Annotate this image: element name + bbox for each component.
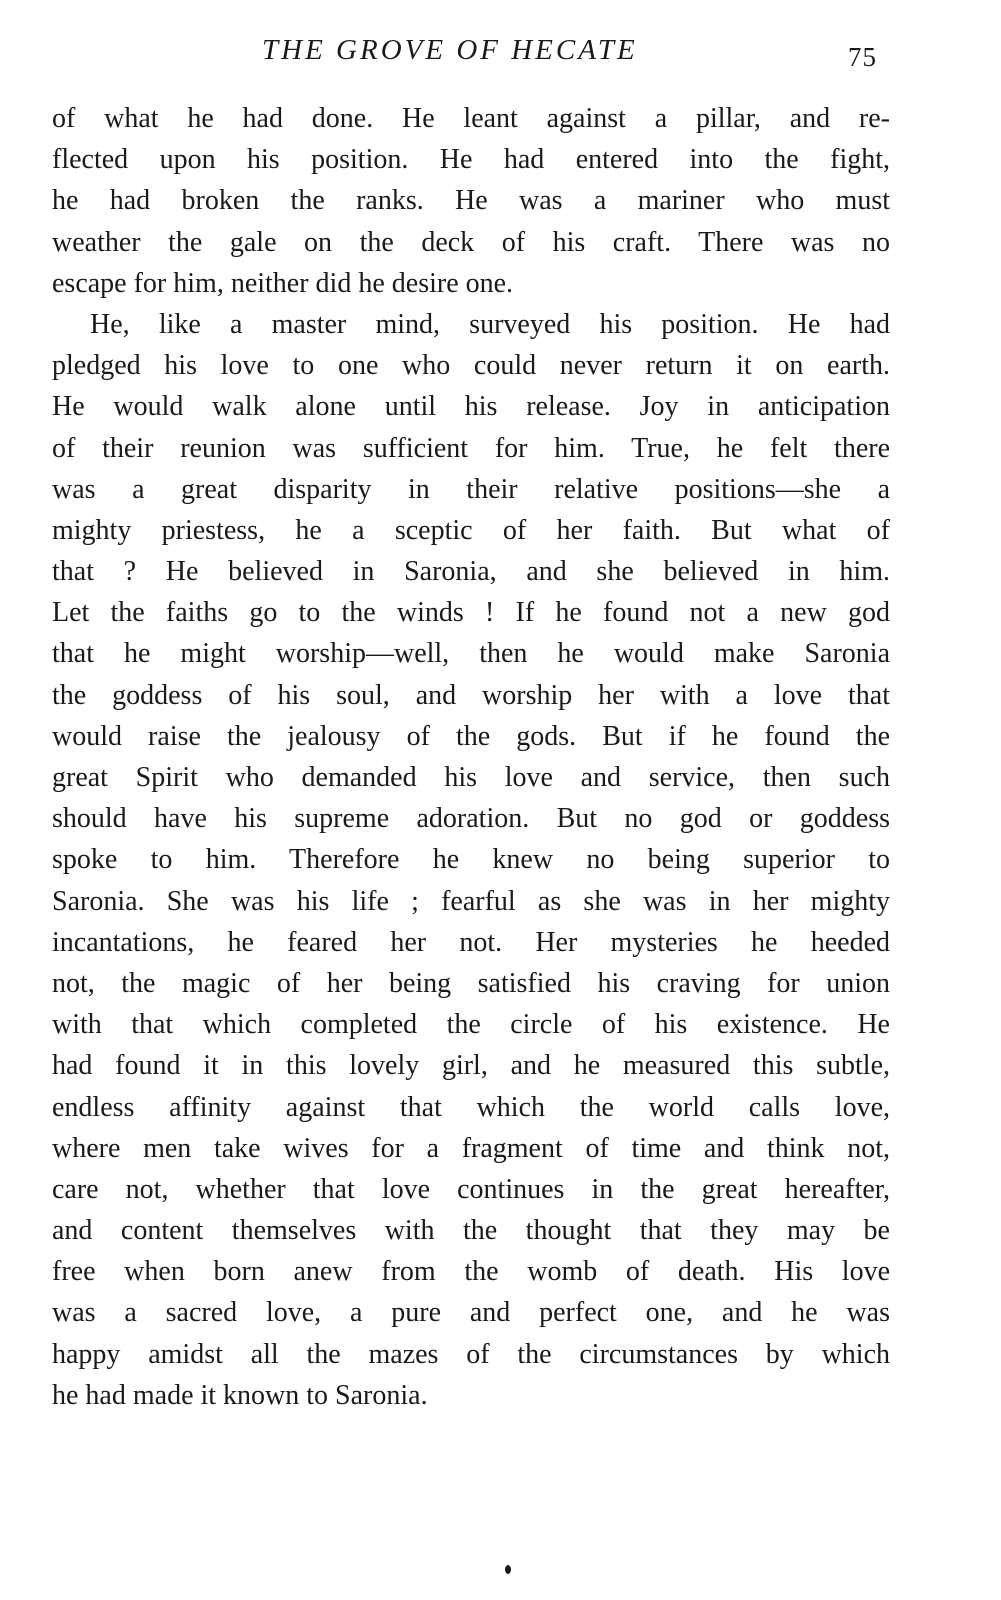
text-line: of their reunion was sufficient for him. True, he felt there [52, 432, 890, 464]
text-line: with that which completed the circle of his existence. He [52, 1009, 890, 1041]
text-line: Let the faiths go to the winds ! If he found not a new god [52, 597, 890, 629]
text-line: would raise the jealousy of the gods. But if he found the [52, 720, 890, 752]
text-line: spoke to him. Therefore he knew no being superior to [52, 844, 890, 876]
text-line: free when born anew from the womb of death. His love [52, 1256, 890, 1288]
running-head: THE GROVE OF HECATE [262, 34, 638, 66]
text-line: weather the gale on the deck of his craft. There was no [52, 226, 890, 258]
text-line: endless affinity against that which the world calls love, [52, 1091, 890, 1123]
text-line: mighty priestess, he a sceptic of her faith. But what of [52, 514, 890, 546]
text-line: that he might worship—well, then he would make Saronia [52, 638, 890, 670]
paragraph-end-line: he had made it known to Saronia. [52, 1379, 428, 1411]
text-line: had found it in this lovely girl, and he measured this subtle, [52, 1050, 890, 1082]
text-line: He would walk alone until his release. Joy in anticipation [52, 391, 890, 423]
text-line: that ? He believed in Saronia, and she believed in him. [52, 556, 890, 588]
text-line: not, the magic of her being satisfied his craving for union [52, 967, 890, 999]
text-line: happy amidst all the mazes of the circumstances by which [52, 1338, 890, 1370]
text-line: great Spirit who demanded his love and service, then such [52, 762, 890, 793]
text-line: the goddess of his soul, and worship her with a love that [52, 679, 890, 711]
ink-speck [505, 1565, 511, 1574]
text-line: of what he had done. He leant against a pillar, and re- [52, 103, 890, 134]
text-line: pledged his love to one who could never return it on earth. [52, 350, 890, 382]
text-line: was a great disparity in their relative positions—she a [52, 473, 890, 505]
text-line: care not, whether that love continues in the great hereafter, [52, 1173, 890, 1205]
text-line: was a sacred love, a pure and perfect one, and he was [52, 1297, 890, 1329]
text-line: should have his supreme adoration. But no god or goddess [52, 803, 890, 835]
paragraph-end-line: escape for him, neither did he desire one. [52, 267, 514, 299]
text-line: and content themselves with the thought that they may be [52, 1215, 890, 1247]
text-line: Saronia. She was his life ; fearful as she was in her mighty [52, 885, 890, 917]
text-line: where men take wives for a fragment of time and think not, [52, 1132, 890, 1164]
body-text [52, 98, 890, 1416]
page-number: 75 [848, 42, 877, 72]
text-line: flected upon his position. He had entered into the fight, [52, 144, 890, 176]
paragraph-start-line: He, like a master mind, surveyed his position. He had [90, 308, 890, 340]
text-line: he had broken the ranks. He was a mariner who must [52, 185, 890, 217]
text-line: incantations, he feared her not. Her mysteries he heeded [52, 926, 890, 958]
